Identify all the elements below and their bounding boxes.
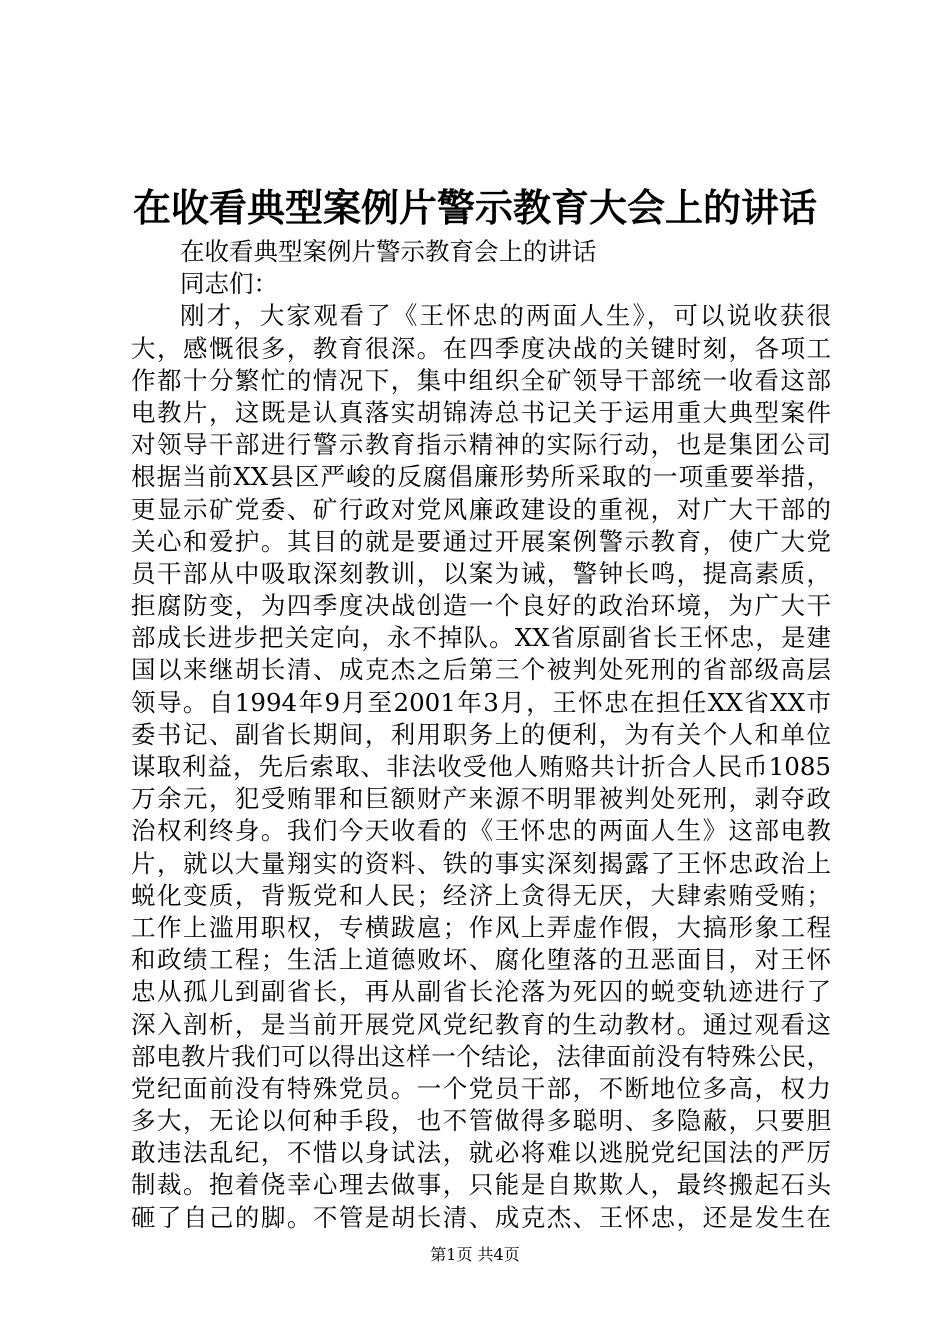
paragraph-line: 深入剖析，是当前开展党风党纪教育的生动教材。通过观看这 bbox=[131, 1009, 831, 1039]
paragraph-line: 片，就以大量翔实的资料、铁的事实深刻揭露了王怀忠政治上 bbox=[131, 848, 831, 878]
main-paragraph bbox=[131, 300, 831, 1233]
paragraph-line: 刚才，大家观看了《王怀忠的两面人生》，可以说收获很 bbox=[180, 301, 831, 331]
paragraph-line: 关心和爱护。其目的就是要通过开展案例警示教育，使广大党 bbox=[131, 526, 831, 556]
paragraph-line: 国以来继胡长清、成克杰之后第三个被判处死刑的省部级高层 bbox=[131, 655, 831, 685]
paragraph-line: 治权利终身。我们今天收看的《王怀忠的两面人生》这部电教 bbox=[131, 816, 831, 846]
paragraph-line: 根据当前XX县区严峻的反腐倡廉形势所采取的一项重要举措， bbox=[131, 462, 831, 492]
paragraph-line: 领导。自1994年9月至2001年3月，王怀忠在担任XX省XX市 bbox=[131, 687, 831, 717]
paragraph-line: 多大，无论以何种手段，也不管做得多聪明、多隐蔽，只要胆 bbox=[131, 1106, 831, 1136]
paragraph-line: 大，感慨很多，教育很深。在四季度决战的关键时刻，各项工 bbox=[131, 333, 831, 363]
page-title: 在收看典型案例片警示教育大会上的讲话 bbox=[132, 185, 817, 230]
paragraph-line: 作都十分繁忙的情况下，集中组织全矿领导干部统一收看这部 bbox=[131, 365, 831, 395]
paragraph-line: 对领导干部进行警示教育指示精神的实际行动，也是集团公司 bbox=[131, 430, 831, 460]
document-body bbox=[131, 236, 831, 1234]
paragraph-line: 工作上滥用职权，专横跋扈；作风上弄虚作假，大搞形象工程 bbox=[131, 912, 831, 942]
paragraph-line: 委书记、副省长期间，利用职务上的便利，为有关个人和单位 bbox=[131, 719, 831, 749]
paragraph-line: 部成长进步把关定向，永不掉队。XX省原副省长王怀忠，是建 bbox=[131, 623, 831, 653]
paragraph-line: 更显示矿党委、矿行政对党风廉政建设的重视，对广大干部的 bbox=[131, 494, 831, 524]
salutation-line: 同志们： bbox=[180, 269, 278, 299]
paragraph-line: 忠从孤儿到副省长，再从副省长沦落为死囚的蜕变轨迹进行了 bbox=[131, 977, 831, 1007]
paragraph-line: 砸了自己的脚。不管是胡长清、成克杰、王怀忠，还是发生在 bbox=[131, 1202, 831, 1232]
paragraph-line: 党纪面前没有特殊党员。一个党员干部，不断地位多高，权力 bbox=[131, 1073, 831, 1103]
paragraph-line: 部电教片我们可以得出这样一个结论，法律面前没有特殊公民， bbox=[131, 1041, 831, 1071]
paragraph-line: 员干部从中吸取深刻教训，以案为诫，警钟长鸣，提高素质， bbox=[131, 558, 831, 588]
paragraph-line: 拒腐防变，为四季度决战创造一个良好的政治环境，为广大干 bbox=[131, 591, 831, 621]
paragraph-line: 和政绩工程；生活上道德败坏、腐化堕落的丑恶面目，对王怀 bbox=[131, 945, 831, 975]
paragraph-line: 谋取利益，先后索取、非法收受他人贿赂共计折合人民币1085 bbox=[131, 752, 831, 781]
subtitle-line: 在收看典型案例片警示教育会上的讲话 bbox=[180, 237, 597, 266]
paragraph-line: 敢违法乱纪，不惜以身试法，就必将难以逃脱党纪国法的严厉 bbox=[131, 1138, 831, 1168]
paragraph-line: 制裁。抱着侥幸心理去做事，只能是自欺欺人，最终搬起石头 bbox=[131, 1170, 831, 1200]
page-indicator: 第1页 共4页 bbox=[430, 1245, 520, 1264]
paragraph-line: 电教片，这既是认真落实胡锦涛总书记关于运用重大典型案件 bbox=[131, 397, 831, 427]
paragraph-line: 蜕化变质，背叛党和人民；经济上贪得无厌，大肆索贿受贿； bbox=[131, 880, 831, 910]
paragraph-line: 万余元，犯受贿罪和巨额财产来源不明罪被判处死刑，剥夺政 bbox=[131, 784, 831, 814]
